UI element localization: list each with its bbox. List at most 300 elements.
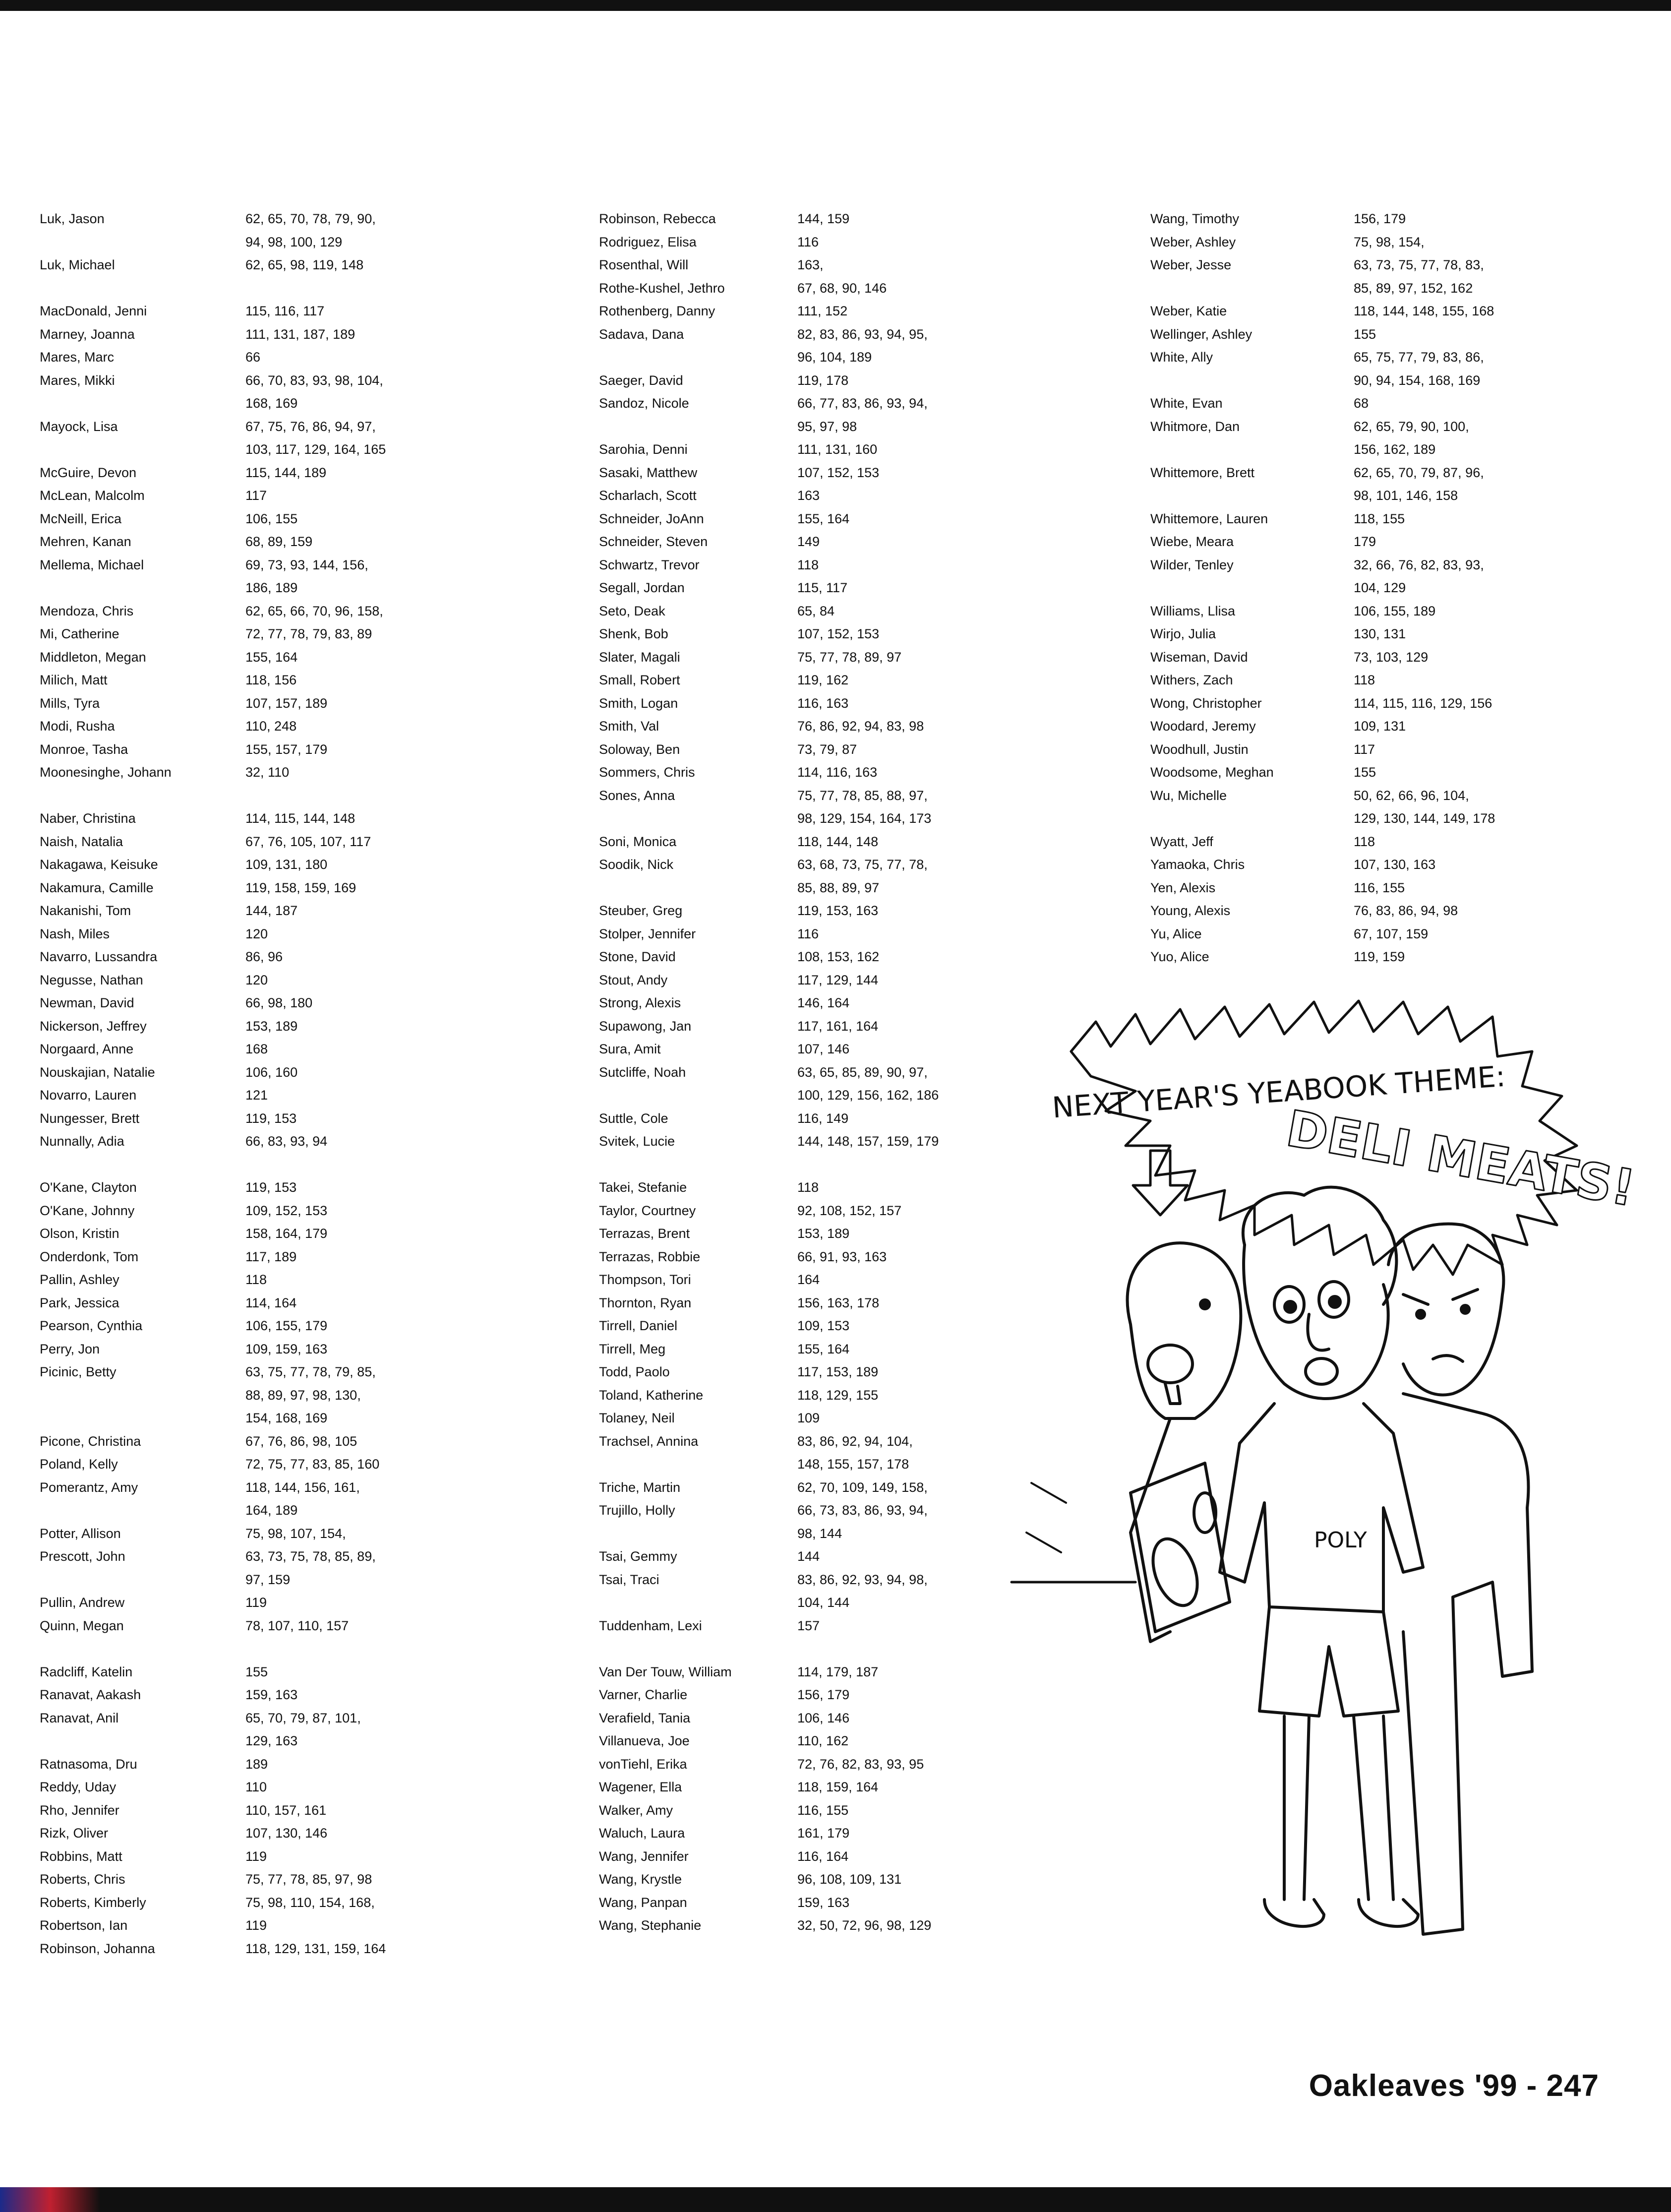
index-entry (599, 300, 961, 323)
page-numbers: 106, 160 (245, 1064, 298, 1080)
index-entry (599, 438, 961, 461)
student-name: Naish, Natalia (40, 834, 123, 849)
student-name: Sandoz, Nicole (599, 396, 689, 411)
page-numbers: 62, 70, 109, 149, 158, (797, 1479, 928, 1495)
student-name: Naber, Christina (40, 811, 136, 826)
page-numbers: 116, 164 (797, 1848, 849, 1864)
student-name: Shenk, Bob (599, 626, 668, 641)
index-entry (599, 738, 961, 761)
student-name: Whittemore, Lauren (1150, 511, 1268, 526)
page-numbers: 75, 98, 154, (1354, 234, 1425, 249)
page-numbers: 159, 163 (245, 1687, 298, 1702)
page-numbers: 118, 155 (1354, 511, 1405, 526)
page-numbers: 116, 149 (797, 1110, 849, 1126)
index-entry (40, 1015, 409, 1038)
page-numbers: 75, 98, 110, 154, 168, (245, 1895, 375, 1910)
page-numbers: 115, 117 (797, 580, 848, 595)
index-entry (599, 1729, 961, 1753)
student-name: Norgaard, Anne (40, 1042, 134, 1056)
index-entry (599, 1338, 961, 1361)
index-entry (1150, 945, 1517, 969)
student-name: MacDonald, Jenni (40, 304, 147, 318)
index-entry (40, 1061, 409, 1084)
index-entry (1150, 899, 1517, 922)
index-entry (599, 1199, 961, 1223)
student-name: Wang, Krystle (599, 1872, 682, 1887)
index-entry (599, 945, 961, 969)
index-entry (599, 369, 961, 392)
student-name: Wyatt, Jeff (1150, 834, 1213, 849)
index-entry (40, 369, 409, 415)
index-entry (40, 1799, 409, 1822)
page-numbers: 117 (1354, 741, 1375, 757)
page-numbers: 118, 144, 156, 161, 164, 189 (245, 1479, 360, 1518)
page-numbers: 68 (1354, 396, 1369, 411)
student-name: vonTiehl, Erika (599, 1756, 687, 1772)
student-name: Terrazas, Robbie (599, 1249, 701, 1264)
student-name: Waluch, Laura (599, 1826, 685, 1841)
index-entry (599, 1545, 961, 1568)
index-entry (599, 1568, 961, 1614)
student-name: Stout, Andy (599, 972, 668, 987)
student-name: Sasaki, Matthew (599, 465, 698, 480)
index-entry (599, 830, 961, 854)
index-entry (599, 1038, 961, 1061)
index-entry (599, 1314, 961, 1338)
student-name: Varner, Charlie (599, 1687, 688, 1702)
page-numbers: 115, 116, 117 (245, 304, 325, 318)
student-name: Trachsel, Annina (599, 1433, 699, 1449)
index-entry (40, 346, 409, 369)
page-numbers: 119 (245, 1848, 267, 1864)
letter-group-spacer (40, 277, 409, 300)
index-entry (40, 1822, 409, 1845)
student-name: Stone, David (599, 949, 676, 964)
page-numbers: 68, 89, 159 (245, 534, 313, 549)
student-name: Weber, Katie (1150, 304, 1227, 318)
index-entry (599, 1614, 961, 1638)
index-entry (599, 231, 961, 254)
index-entry (40, 1245, 409, 1269)
index-entry (40, 738, 409, 761)
student-name: Yu, Alice (1150, 926, 1202, 941)
index-entry (40, 1660, 409, 1684)
student-name: Nakanishi, Tom (40, 903, 131, 918)
page-numbers: 155, 164 (797, 1341, 850, 1356)
index-entry (599, 646, 961, 669)
page-numbers: 32, 66, 76, 82, 83, 93, 104, 129 (1354, 557, 1484, 595)
student-name: Picone, Christina (40, 1433, 141, 1449)
index-entry (40, 1176, 409, 1199)
index-entry (40, 692, 409, 715)
student-name: Park, Jessica (40, 1295, 119, 1310)
student-name: Nunnally, Adia (40, 1134, 124, 1149)
index-entry (40, 1476, 409, 1522)
index-entry (599, 253, 961, 277)
page-numbers: 65, 70, 79, 87, 101, 129, 163 (245, 1710, 361, 1748)
index-entry (40, 1291, 409, 1315)
index-entry (599, 207, 961, 231)
student-name: Ratnasoma, Dru (40, 1756, 137, 1772)
student-name: Mendoza, Chris (40, 603, 134, 618)
index-entry (599, 392, 961, 438)
index-entry (1150, 231, 1517, 254)
student-name: Trujillo, Holly (599, 1503, 675, 1518)
index-entry (40, 622, 409, 646)
index-entry (1150, 669, 1517, 692)
index-entry (40, 1845, 409, 1868)
student-name: Pomerantz, Amy (40, 1479, 138, 1495)
student-name: Sones, Anna (599, 788, 675, 803)
page-numbers: 106, 155, 179 (245, 1318, 328, 1333)
index-entry (40, 1614, 409, 1638)
page-numbers: 114, 116, 163 (797, 765, 878, 780)
index-entry (1150, 830, 1517, 854)
page-numbers: 75, 77, 78, 85, 88, 97, 98, 129, 154, 164, 173 (797, 788, 932, 826)
index-entry (599, 1015, 961, 1038)
student-name: Newman, David (40, 995, 134, 1010)
student-name: Small, Robert (599, 673, 680, 687)
page-numbers: 107, 146 (797, 1042, 850, 1056)
student-name: Tirrell, Meg (599, 1341, 666, 1356)
index-entry (599, 1360, 961, 1384)
page-numbers: 66, 73, 83, 86, 93, 94, 98, 144 (797, 1503, 928, 1541)
student-name: Schwartz, Trevor (599, 557, 700, 572)
index-entry (599, 622, 961, 646)
student-name: McNeill, Erica (40, 511, 122, 526)
student-name: Van Der Touw, William (599, 1664, 732, 1679)
student-name: Toland, Katherine (599, 1387, 704, 1403)
page-numbers: 116, 155 (797, 1802, 849, 1818)
bottom-border (0, 2187, 1671, 2212)
page-numbers: 189 (245, 1756, 268, 1772)
student-name: Terrazas, Brent (599, 1226, 690, 1241)
page-numbers: 144 (797, 1549, 820, 1564)
page-numbers: 67, 68, 90, 146 (797, 280, 887, 296)
student-name: Suttle, Cole (599, 1110, 668, 1126)
index-entry (1150, 738, 1517, 761)
student-name: Marney, Joanna (40, 326, 135, 342)
index-entry (40, 553, 409, 600)
index-entry (1150, 253, 1517, 300)
index-entry (599, 1683, 961, 1707)
student-name: Pearson, Cynthia (40, 1318, 143, 1333)
student-name: Ranavat, Aakash (40, 1687, 141, 1702)
student-name: Smith, Val (599, 719, 659, 734)
student-name: Verafield, Tania (599, 1710, 691, 1725)
index-entry (599, 1107, 961, 1130)
index-entry (40, 1914, 409, 1937)
index-entry (599, 1222, 961, 1245)
student-name: Robinson, Johanna (40, 1941, 155, 1956)
page-numbers: 118 (797, 1180, 819, 1195)
student-name: Steuber, Greg (599, 903, 683, 918)
index-entry (599, 507, 961, 531)
index-entry (40, 415, 409, 461)
student-name: Mayock, Lisa (40, 419, 118, 434)
page-numbers: 114, 164 (245, 1295, 297, 1310)
index-entry (1150, 553, 1517, 600)
page-numbers: 109 (797, 1411, 820, 1425)
page-numbers: 164 (797, 1272, 820, 1287)
index-entry (599, 1291, 961, 1315)
index-entry (599, 715, 961, 738)
index-entry (1150, 600, 1517, 623)
student-name: Rothenberg, Danny (599, 304, 716, 318)
index-entry (1150, 207, 1517, 231)
student-name: Tuddenham, Lexi (599, 1618, 702, 1633)
page-numbers: 72, 77, 78, 79, 83, 89 (245, 626, 372, 641)
page-numbers: 107, 130, 146 (245, 1826, 328, 1841)
index-entry (40, 715, 409, 738)
page-numbers: 119, 162 (797, 673, 849, 687)
index-entry (40, 1591, 409, 1614)
page-numbers: 119, 153, 163 (797, 903, 879, 918)
student-name: Mares, Marc (40, 350, 115, 365)
page-numbers: 96, 108, 109, 131 (797, 1872, 902, 1887)
index-column-2 (599, 207, 961, 1937)
student-name: Withers, Zach (1150, 673, 1233, 687)
page-numbers: 120 (245, 972, 268, 987)
student-name: Mills, Tyra (40, 695, 100, 711)
page-numbers: 62, 65, 70, 79, 87, 96, 98, 101, 146, 158 (1354, 465, 1484, 503)
index-entry (1150, 392, 1517, 415)
page-numbers: 144, 148, 157, 159, 179 (797, 1134, 939, 1149)
student-name: Wiebe, Meara (1150, 534, 1234, 549)
index-entry (599, 1660, 961, 1684)
student-name: Prescott, John (40, 1549, 125, 1564)
page-numbers: 111, 152 (797, 304, 848, 318)
page-numbers: 118, 129, 155 (797, 1387, 879, 1403)
index-entry (599, 1245, 961, 1269)
page-numbers: 63, 65, 85, 89, 90, 97, 100, 129, 156, 162, 186 (797, 1064, 939, 1103)
student-name: Woodard, Jeremy (1150, 719, 1256, 734)
student-name: Weber, Ashley (1150, 234, 1236, 249)
page-numbers: 114, 115, 116, 129, 156 (1354, 695, 1492, 711)
index-entry (40, 1038, 409, 1061)
student-name: Soloway, Ben (599, 741, 680, 757)
index-entry (599, 1891, 961, 1914)
student-name: Wirjo, Julia (1150, 626, 1216, 641)
index-entry (1150, 323, 1517, 346)
student-name: Mellema, Michael (40, 557, 144, 572)
index-entry (599, 1845, 961, 1868)
page-numbers: 109, 131 (1354, 719, 1406, 734)
index-entry (1150, 507, 1517, 531)
student-name: Wu, Michelle (1150, 788, 1227, 803)
index-entry (599, 1268, 961, 1291)
index-entry (599, 853, 961, 899)
student-name: Wang, Timothy (1150, 211, 1240, 226)
page-numbers: 168 (245, 1042, 268, 1056)
page-numbers: 115, 144, 189 (245, 465, 327, 480)
student-name: Walker, Amy (599, 1802, 673, 1818)
index-entry (40, 922, 409, 946)
student-name: Perry, Jon (40, 1341, 100, 1356)
top-border (0, 0, 1671, 11)
page-numbers: 109, 131, 180 (245, 857, 328, 872)
page-numbers: 76, 83, 86, 94, 98 (1354, 903, 1458, 918)
student-name: Rho, Jennifer (40, 1802, 119, 1818)
student-name: Yen, Alexis (1150, 880, 1216, 895)
student-name: Takei, Stefanie (599, 1180, 687, 1195)
page-numbers: 119, 158, 159, 169 (245, 880, 357, 895)
index-entry (599, 1430, 961, 1476)
page-numbers: 63, 73, 75, 77, 78, 83, 85, 89, 97, 152, 162 (1354, 257, 1484, 296)
page-numbers: 155 (1354, 326, 1376, 342)
index-entry (40, 1522, 409, 1545)
page-numbers: 116 (797, 234, 819, 249)
student-name: Todd, Paolo (599, 1364, 670, 1379)
index-entry (40, 853, 409, 876)
index-entry (599, 1061, 961, 1107)
student-name: Wagener, Ella (599, 1780, 682, 1794)
index-entry (40, 830, 409, 854)
index-entry (40, 461, 409, 485)
page-numbers: 163, (797, 257, 824, 272)
page-numbers: 110 (245, 1780, 267, 1794)
student-name: Wellinger, Ashley (1150, 326, 1253, 342)
student-name: Reddy, Uday (40, 1780, 117, 1794)
student-name: Yamaoka, Chris (1150, 857, 1245, 872)
student-name: Luk, Michael (40, 257, 115, 272)
index-entry (40, 1937, 409, 1961)
letter-group-spacer (599, 1637, 961, 1660)
student-name: O'Kane, Johnny (40, 1203, 135, 1218)
page-numbers: 92, 108, 152, 157 (797, 1203, 902, 1218)
page-numbers: 118 (1354, 673, 1375, 687)
page-numbers: 73, 79, 87 (797, 741, 857, 757)
page-numbers: 111, 131, 160 (797, 442, 878, 457)
index-entry (40, 1360, 409, 1430)
student-name: McGuire, Devon (40, 465, 137, 480)
index-entry (599, 1407, 961, 1430)
student-name: Weber, Jesse (1150, 257, 1232, 272)
page-numbers: 110, 157, 161 (245, 1802, 327, 1818)
index-entry (599, 784, 961, 830)
student-name: Luk, Jason (40, 211, 105, 226)
page-numbers: 72, 75, 77, 83, 85, 160 (245, 1457, 380, 1472)
student-name: Rodriguez, Elisa (599, 234, 697, 249)
page-numbers: 62, 65, 98, 119, 148 (245, 257, 364, 272)
page-numbers: 107, 157, 189 (245, 695, 328, 711)
page-numbers: 153, 189 (245, 1018, 298, 1034)
index-entry (40, 207, 409, 253)
student-name: Quinn, Megan (40, 1618, 124, 1633)
page-numbers: 109, 152, 153 (245, 1203, 328, 1218)
student-name: O'Kane, Clayton (40, 1180, 137, 1195)
index-entry (40, 507, 409, 531)
student-name: Wang, Panpan (599, 1895, 687, 1910)
index-entry (40, 323, 409, 346)
page-numbers: 117 (245, 488, 267, 503)
student-name: Scharlach, Scott (599, 488, 697, 503)
student-name: Williams, Llisa (1150, 603, 1236, 618)
student-name: White, Evan (1150, 396, 1223, 411)
page-numbers: 118, 156 (245, 673, 297, 687)
page-numbers: 63, 73, 75, 78, 85, 89, 97, 159 (245, 1549, 376, 1587)
page-numbers: 76, 86, 92, 94, 83, 98 (797, 719, 924, 734)
page-numbers: 32, 110 (245, 765, 290, 780)
letter-group-spacer (40, 1637, 409, 1660)
page-numbers: 119, 153 (245, 1180, 297, 1195)
page-numbers: 146, 164 (797, 995, 850, 1010)
index-entry (40, 1338, 409, 1361)
page-numbers: 63, 68, 73, 75, 77, 78, 85, 88, 89, 97 (797, 857, 928, 895)
student-name: Nickerson, Jeffrey (40, 1018, 147, 1034)
index-entry (40, 1222, 409, 1245)
index-entry (40, 1314, 409, 1338)
page-numbers: 120 (245, 926, 268, 941)
student-name: Onderdonk, Tom (40, 1249, 139, 1264)
index-entry (40, 1084, 409, 1107)
index-entry (1150, 646, 1517, 669)
page-numbers: 78, 107, 110, 157 (245, 1618, 349, 1633)
page-numbers: 116, 163 (797, 695, 849, 711)
index-entry (40, 1753, 409, 1776)
page-numbers: 110, 162 (797, 1733, 849, 1748)
student-name: Rizk, Oliver (40, 1826, 109, 1841)
student-name: Modi, Rusha (40, 719, 115, 734)
page-numbers: 111, 131, 187, 189 (245, 326, 356, 342)
student-name: Soni, Monica (599, 834, 677, 849)
index-entry (40, 530, 409, 553)
index-entry (1150, 922, 1517, 946)
index-entry (40, 969, 409, 992)
page-numbers: 106, 155, 189 (1354, 603, 1436, 618)
student-name: Smith, Logan (599, 695, 678, 711)
student-name: Thornton, Ryan (599, 1295, 692, 1310)
student-name: Woodhull, Justin (1150, 741, 1249, 757)
student-name: Soodik, Nick (599, 857, 674, 872)
page-numbers: 117, 153, 189 (797, 1364, 879, 1379)
index-entry (599, 1476, 961, 1499)
index-entry (40, 300, 409, 323)
index-entry (599, 1176, 961, 1199)
index-entry (40, 899, 409, 922)
index-entry (599, 899, 961, 922)
page-numbers: 67, 76, 105, 107, 117 (245, 834, 371, 849)
page-numbers: 62, 65, 66, 70, 96, 158, (245, 603, 383, 618)
student-name: Nakamura, Camille (40, 880, 154, 895)
page-numbers: 163 (797, 488, 820, 503)
index-entry (599, 922, 961, 946)
index-entry (40, 1868, 409, 1891)
index-entry (599, 1499, 961, 1545)
page-numbers: 32, 50, 72, 96, 98, 129 (797, 1918, 932, 1933)
student-name: Mi, Catherine (40, 626, 119, 641)
index-entry (40, 646, 409, 669)
page-numbers: 179 (1354, 534, 1376, 549)
student-name: Stolper, Jennifer (599, 926, 696, 941)
student-name: Pullin, Andrew (40, 1595, 125, 1610)
index-entry (1150, 415, 1517, 461)
page-numbers: 73, 103, 129 (1354, 649, 1429, 665)
student-name: Novarro, Lauren (40, 1088, 137, 1103)
student-name: Rosenthal, Will (599, 257, 689, 272)
page-numbers: 69, 73, 93, 144, 156, 186, 189 (245, 557, 368, 595)
page-numbers: 121 (245, 1088, 268, 1103)
student-name: Rothe-Kushel, Jethro (599, 280, 725, 296)
page-numbers: 109, 159, 163 (245, 1341, 328, 1356)
student-name: Sura, Amit (599, 1042, 661, 1056)
index-entry (40, 1683, 409, 1707)
page-numbers: 66, 91, 93, 163 (797, 1249, 887, 1264)
page-footer: Oakleaves '99 - 247 (1309, 2069, 1599, 2103)
student-name: Negusse, Nathan (40, 972, 143, 987)
student-name: White, Ally (1150, 350, 1213, 365)
index-entry (1150, 530, 1517, 553)
